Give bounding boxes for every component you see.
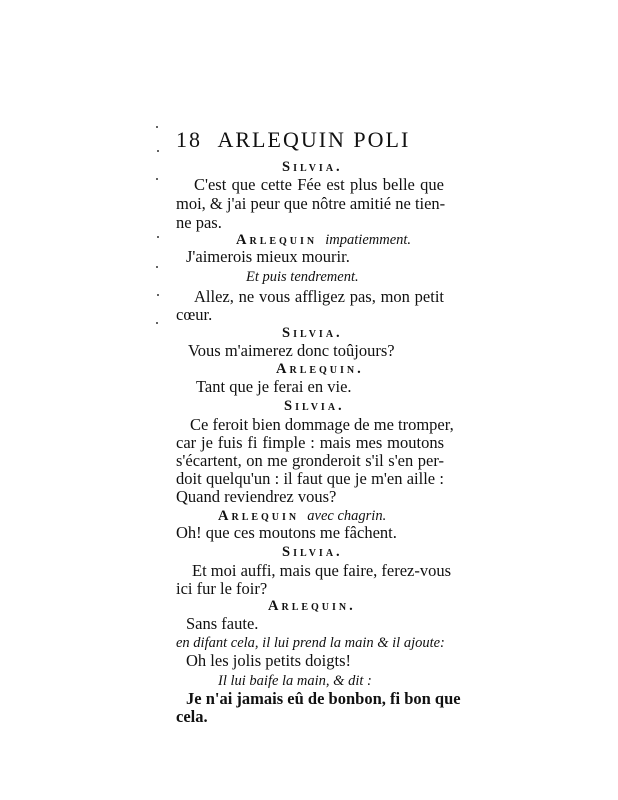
text-line: Quand reviendrez vous? xyxy=(176,487,337,506)
text-line: J'aimerois mieux mourir. xyxy=(186,247,350,266)
speaker-label: Silvia. xyxy=(282,159,343,175)
speaker-label: Silvia. xyxy=(282,325,343,341)
text-line: Ce feroit bien dommage de me tromper, xyxy=(190,415,454,434)
text-line: s'écartent, on me gronderoit s'il s'en per- xyxy=(176,451,444,470)
text-line: Sans faute. xyxy=(186,614,259,633)
speaker-label: Arlequin xyxy=(236,232,318,248)
speaker-label: Arlequin. xyxy=(268,598,356,614)
text-line: cœur. xyxy=(176,305,213,324)
text-line: car je fuis fi fimple : mais mes moutons xyxy=(176,433,444,452)
text-line: cela. xyxy=(176,707,208,726)
speaker-label: Silvia. xyxy=(282,544,343,560)
text-line: Oh les jolis petits doigts! xyxy=(186,651,351,670)
text-line: ne pas. xyxy=(176,213,222,232)
stage-direction: Il lui baife la main, & dit : xyxy=(218,673,372,689)
text-line: C'est que cette Fée est plus belle que xyxy=(194,175,444,194)
stage-direction: en difant cela, il lui prend la main & il ajoute: xyxy=(176,635,445,651)
speaker-label: Arlequin xyxy=(218,508,300,524)
margin-specks xyxy=(156,126,162,346)
text-line: Oh! que ces moutons me fâchent. xyxy=(176,523,397,542)
running-title: ARLEQUIN POLI xyxy=(217,127,411,152)
page-number: 18 xyxy=(176,127,202,152)
stage-direction: Et puis tendrement. xyxy=(246,269,359,285)
stage-direction: impatiemment. xyxy=(325,232,412,248)
speaker-label: Silvia. xyxy=(284,398,345,414)
text-line: Allez, ne vous affligez pas, mon petit xyxy=(194,287,444,306)
speaker-label: Arlequin. xyxy=(276,361,364,377)
running-header xyxy=(176,127,411,152)
stage-direction: avec chagrin. xyxy=(307,508,387,524)
text-line: Et moi auffi, mais que faire, ferez-vous xyxy=(192,561,452,580)
text-line: Tant que je ferai en vie. xyxy=(196,377,352,396)
text-line: moi, & j'ai peur que nôtre amitié ne tien- xyxy=(176,194,446,213)
text-line: doit quelqu'un : il faut que je m'en aille : xyxy=(176,469,444,488)
text-line: Je n'ai jamais eû de bonbon, fi bon que xyxy=(186,689,461,708)
text-line: ici fur le foir? xyxy=(176,579,268,598)
text-line: Vous m'aimerez donc toûjours? xyxy=(188,341,395,360)
